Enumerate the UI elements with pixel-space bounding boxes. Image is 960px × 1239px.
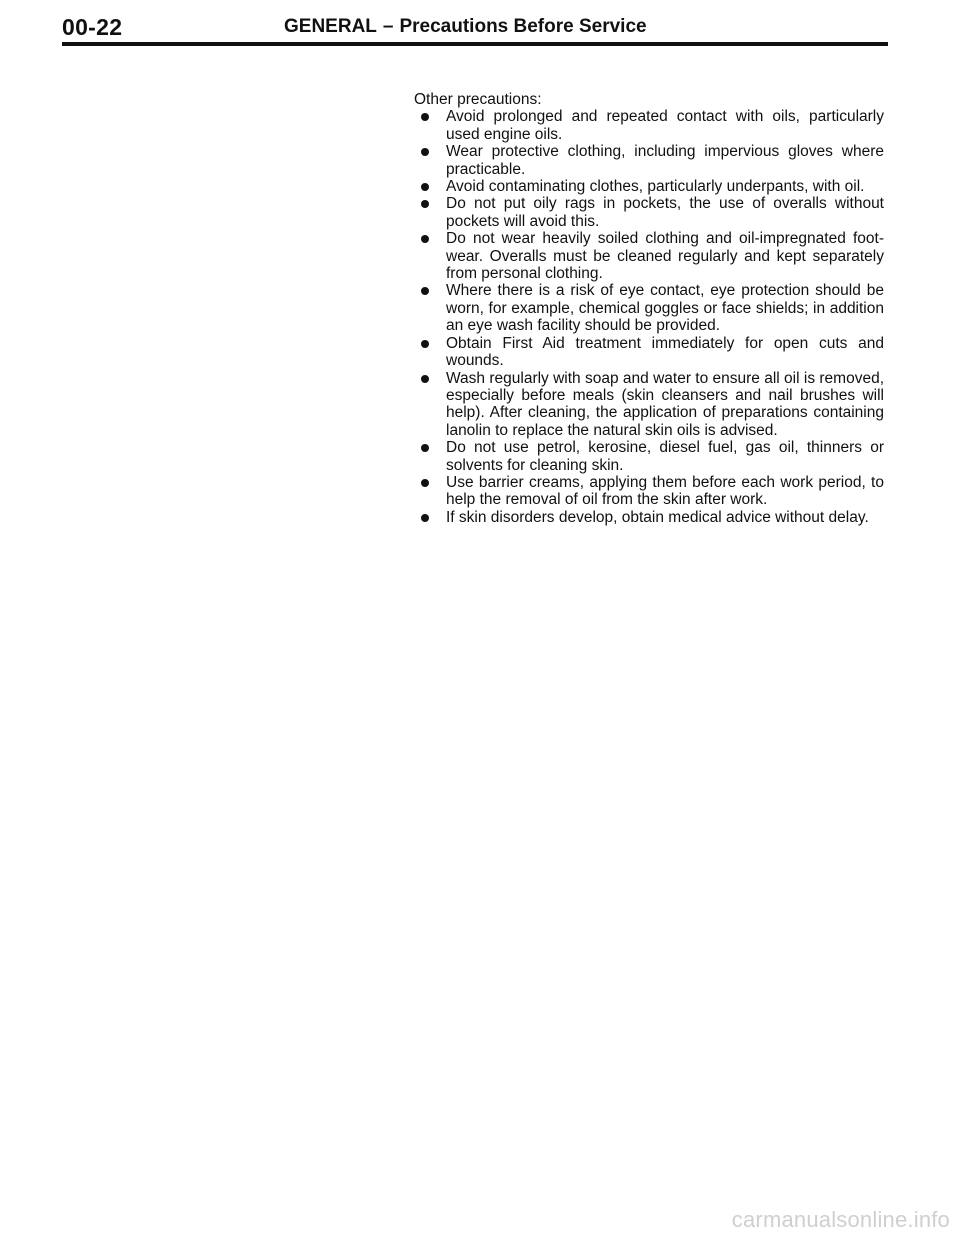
section-title	[284, 16, 647, 38]
list-item	[414, 335, 884, 370]
bullet-icon	[421, 113, 429, 121]
list-item	[414, 195, 884, 230]
list-item-text: Do not wear heavily soiled clothing and oil-impregnated foot-wear. Overalls must be cleaned regularly and kept separately from personal clothing.	[446, 230, 884, 283]
list-item-text: Use barrier creams, applying them before each work period, to help the removal of oil from the skin after work.	[446, 473, 884, 509]
precautions-section	[414, 91, 884, 526]
header-rule	[62, 42, 888, 46]
list-item	[414, 370, 884, 440]
list-item-text: If skin disorders develop, obtain medical advice without delay.	[446, 508, 869, 526]
list-item	[414, 143, 884, 178]
list-item	[414, 178, 884, 195]
bullet-icon	[421, 340, 429, 348]
intro-text: Other precautions:	[414, 91, 542, 108]
list-item-text: Do not put oily rags in pockets, the use of overalls without pockets will avoid this.	[446, 195, 884, 230]
list-item-text: Wear protective clothing, including impervious gloves where practicable.	[446, 143, 884, 178]
bullet-icon	[421, 148, 429, 156]
page-header	[62, 14, 888, 74]
list-item-text: Avoid prolonged and repeated contact with oils, particularly used engine oils.	[446, 108, 884, 143]
bullet-icon	[421, 287, 429, 295]
list-item	[414, 439, 884, 474]
section-name: GENERAL	[284, 16, 377, 37]
list-item	[414, 230, 884, 282]
list-item	[414, 108, 884, 143]
list-item	[414, 282, 884, 334]
bullet-icon	[421, 444, 429, 452]
list-item-text: Obtain First Aid treatment immediately for open cuts and wounds.	[446, 334, 884, 370]
page-number: 00-22	[62, 14, 123, 40]
list-item	[414, 509, 884, 526]
list-item	[414, 474, 884, 509]
bullet-icon	[421, 235, 429, 243]
bullet-icon	[421, 514, 429, 522]
list-item-text: Do not use petrol, kerosine, diesel fuel, gas oil, thinners or solvents for cleaning skin.	[446, 439, 884, 474]
bullet-icon	[421, 479, 429, 487]
precautions-list	[414, 108, 884, 526]
title-separator: –	[382, 16, 394, 37]
bullet-icon	[421, 375, 429, 383]
subsection-name: Precautions Before Service	[399, 16, 647, 37]
list-item-text: Wash regularly with soap and water to ensure all oil is removed, especially before meals (skin cleansers and nail brushes will help). After cleaning, the application of preparations containing lanolin to replace the natural skin oils is advised.	[446, 369, 884, 439]
list-item-text: Where there is a risk of eye contact, eye protection should be worn, for example, chemical goggles or face shields; in addition an eye wash facility should be provided.	[446, 282, 884, 335]
bullet-icon	[421, 200, 429, 208]
list-item-text: Avoid contaminating clothes, particularly underpants, with oil.	[446, 178, 865, 196]
bullet-icon	[421, 183, 429, 191]
watermark: carmanualsonline.info	[731, 1207, 950, 1232]
